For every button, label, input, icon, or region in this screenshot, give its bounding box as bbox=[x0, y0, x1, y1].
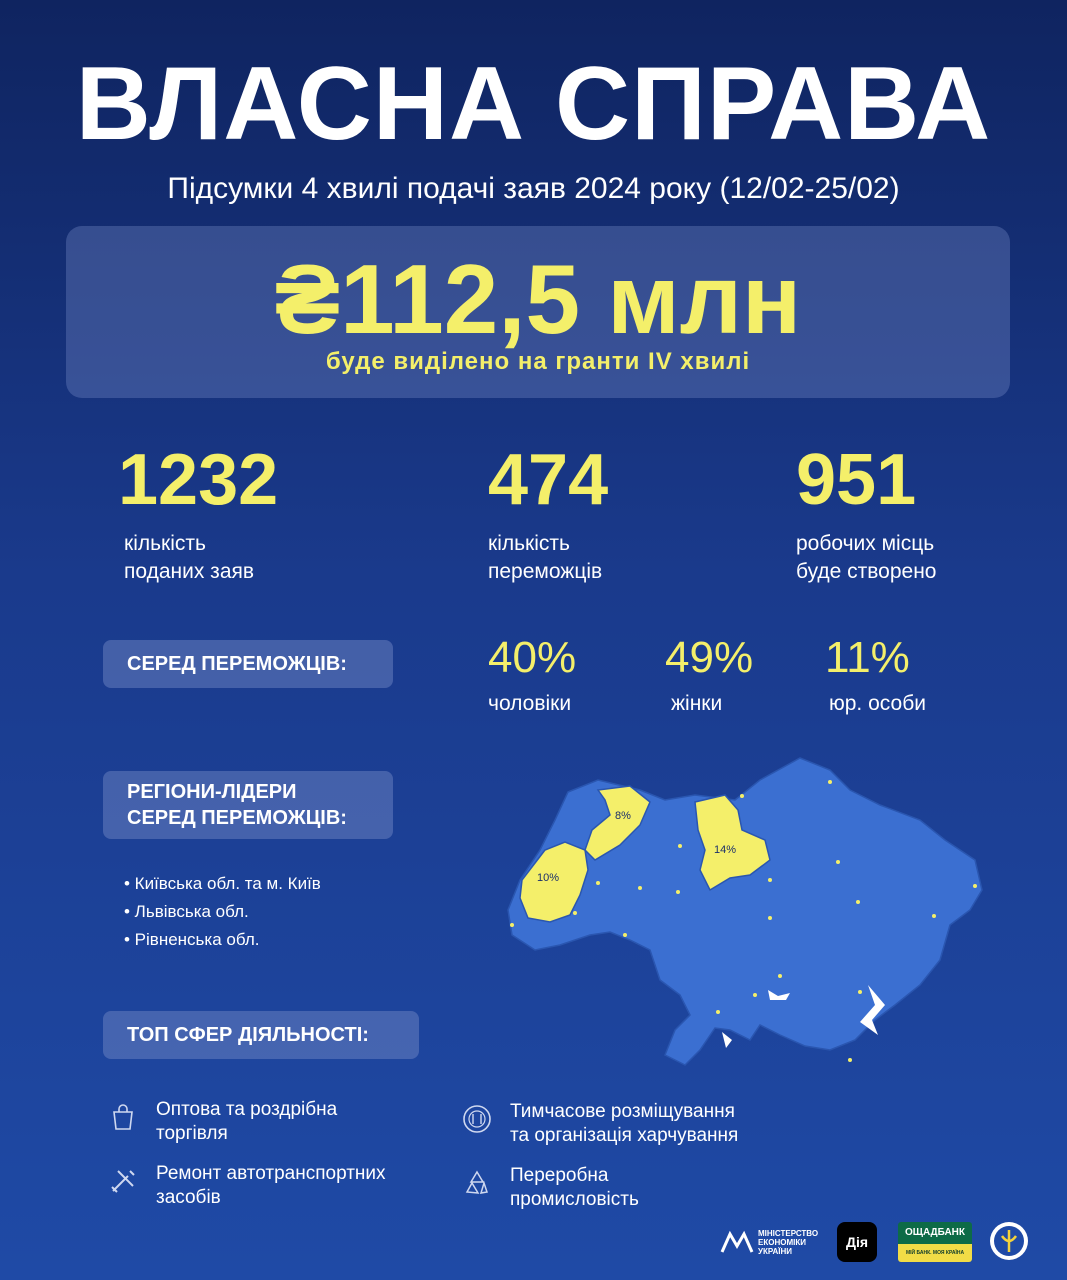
grant-caption: буде виділено на гранти IV хвилі bbox=[325, 348, 751, 375]
ukraine-map bbox=[500, 750, 1000, 1085]
sector-manufacturing bbox=[462, 1164, 639, 1212]
region-list bbox=[124, 870, 321, 954]
page-title: ВЛАСНА СПРАВА bbox=[75, 46, 992, 162]
grant-amount: ₴112,5 млн bbox=[274, 244, 802, 354]
group-legal: 11% юр. особи bbox=[825, 633, 926, 715]
stat-value: 951 bbox=[796, 440, 917, 520]
stat-value: 474 bbox=[488, 440, 609, 520]
ministry-logo: МІНІСТЕРСТВО ЕКОНОМІКИ УКРАЇНИ bbox=[720, 1226, 830, 1258]
sector-label: Тимчасове розміщування та організація харчування bbox=[510, 1101, 739, 1146]
stat-label: робочих місць буде створено bbox=[796, 532, 937, 583]
regions-heading: РЕГІОНИ-ЛІДЕРИ СЕРЕД ПЕРЕМОЖЦІВ: bbox=[103, 771, 393, 839]
employment-service-seal-icon bbox=[988, 1220, 1030, 1262]
map-label-lviv: 10% bbox=[536, 872, 560, 884]
stat-winners bbox=[488, 440, 609, 586]
list-item: • Київська обл. та м. Київ bbox=[124, 874, 321, 893]
map-regions bbox=[508, 758, 982, 1065]
page-subtitle: Підсумки 4 хвилі подачі заяв 2024 року (12/02-25/02) bbox=[167, 172, 900, 205]
ministry-mark-icon bbox=[720, 1230, 754, 1254]
group-men: 40% чоловіки bbox=[488, 633, 577, 715]
sector-label: Переробна промисловість bbox=[510, 1165, 639, 1210]
sector-label: Ремонт автотранспортних засобів bbox=[156, 1163, 386, 1208]
sectors-heading: ТОП СФЕР ДІЯЛЬНОСТІ: bbox=[103, 1011, 419, 1059]
dining-icon bbox=[462, 1104, 492, 1134]
group-women: 49% жінки bbox=[665, 633, 754, 715]
diia-logo: Дія bbox=[837, 1222, 877, 1262]
map-label-rivne: 8% bbox=[615, 810, 631, 822]
oschadbank-logo: ОЩАДБАНК МІЙ БАНК. МОЯ КРАЇНА bbox=[898, 1222, 972, 1262]
sector-trade bbox=[108, 1098, 337, 1146]
hero-panel bbox=[66, 226, 1010, 398]
sector-hospitality bbox=[462, 1100, 738, 1148]
winners-heading: СЕРЕД ПЕРЕМОЖЦІВ: bbox=[103, 640, 393, 688]
list-item: • Львівська обл. bbox=[124, 902, 249, 921]
shopping-bag-icon bbox=[108, 1102, 138, 1132]
stat-applications bbox=[118, 440, 279, 586]
stat-label: кількість поданих заяв bbox=[124, 532, 255, 583]
recycle-icon bbox=[462, 1168, 492, 1198]
map-outline bbox=[508, 758, 982, 1065]
stat-label: кількість переможців bbox=[488, 532, 603, 583]
tools-icon bbox=[108, 1166, 138, 1196]
sector-label: Оптова та роздрібна торгівля bbox=[156, 1099, 338, 1144]
sector-repair bbox=[108, 1162, 386, 1210]
map-label-kyiv: 14% bbox=[713, 844, 737, 856]
stat-value: 1232 bbox=[118, 440, 279, 520]
list-item: • Рівненська обл. bbox=[124, 930, 260, 949]
stat-jobs bbox=[796, 440, 937, 586]
